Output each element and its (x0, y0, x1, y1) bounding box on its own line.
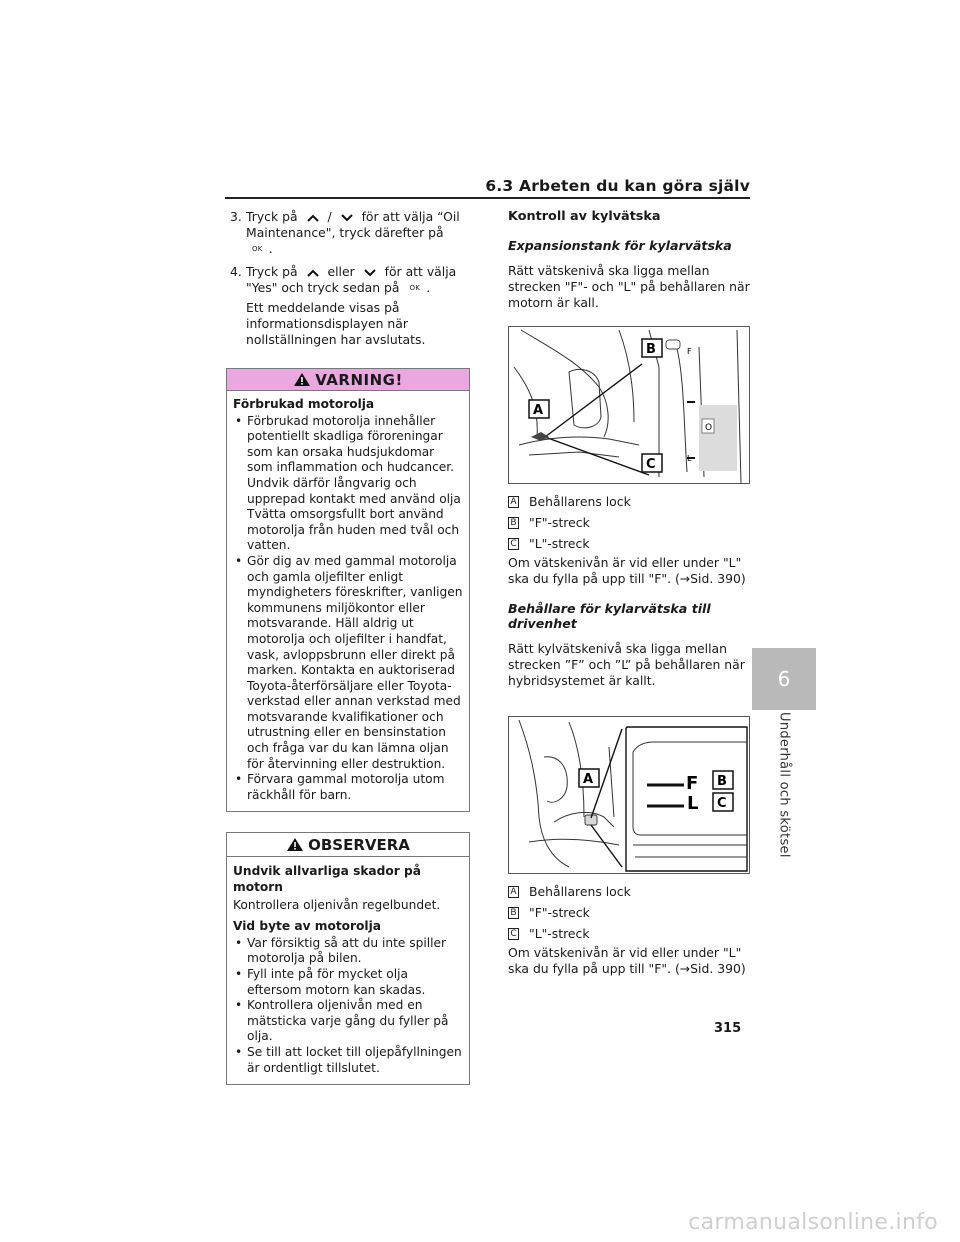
chevron-down-icon (364, 268, 376, 278)
warning-subheading: Förbrukad motorolja (233, 397, 375, 411)
page-number: 315 (714, 1021, 742, 1036)
step-number: 4. (230, 264, 242, 279)
chevron-up-icon (307, 213, 319, 223)
expansion-note: Om vätskenivån är vid eller under "L" ska du fylla på upp till "F". (→Sid. 390) (508, 555, 746, 586)
legend-item: A Behållarens lock (508, 884, 750, 900)
step-note: Ett meddelande visas på informationsdisplayen när nollställningen har avslutats. (246, 300, 426, 347)
figure-callout-a: A (583, 772, 594, 787)
left-column (226, 209, 470, 1085)
figure-label-o: O (705, 423, 713, 433)
warning-list (233, 414, 463, 804)
expansion-legend (508, 494, 750, 587)
drive-subtitle: Behållare för kylarvätska till drivenhet (508, 601, 711, 631)
legend-item: B "F"-streck (508, 515, 750, 531)
notice-heading: OBSERVERA (227, 833, 469, 857)
figure-callout-b: B (717, 774, 727, 789)
list-item: • Se till att locket till oljepåfyllningen är ordentligt tillslutet. (233, 1045, 463, 1076)
figure-callout-a: A (533, 403, 544, 418)
ok-button-icon: OK (252, 245, 263, 253)
warning-heading: VARNING! (227, 369, 469, 391)
chevron-down-icon (341, 213, 353, 223)
figure-callout-c: C (646, 457, 656, 472)
legend-item: C "L"-streck (508, 536, 750, 552)
figure-label-f: F (687, 347, 692, 356)
right-column (508, 209, 750, 977)
section-title: 6.3 Arbeten du kan göra själv (485, 177, 750, 195)
figure-label-f: F (686, 773, 699, 794)
drive-legend (508, 884, 750, 977)
figure-callout-b: B (646, 342, 656, 357)
expansion-text: Rätt vätskenivå ska ligga mellan strecken "F"- och "L" på behållaren när motorn är kall. (508, 263, 750, 310)
expansion-tank-figure (508, 326, 750, 484)
figure-label-l: L (687, 793, 699, 814)
step-3: 3. Tryck på / för att välja “Oil Maintenance", tryck därefter på OK . (226, 209, 470, 258)
drive-reservoir-figure (508, 716, 750, 874)
notice-box (226, 832, 470, 1085)
expansion-tank-illustration (509, 327, 749, 483)
legend-item: B "F"-streck (508, 905, 750, 921)
list-item: • Fyll inte på för mycket olja eftersom motorn kan skadas. (233, 967, 463, 998)
legend-item: C "L"-streck (508, 926, 750, 942)
step-number: 3. (230, 209, 242, 224)
list-item: • Kontrollera oljenivån med en mätsticka varje gång du fyller på olja. (233, 998, 463, 1045)
drive-note: Om vätskenivån är vid eller under "L" ska du fylla på upp till "F". (→Sid. 390) (508, 945, 746, 976)
figure-label-l: L (687, 454, 692, 463)
expansion-subtitle: Expansionstank för kylarvätska (508, 238, 732, 253)
list-item: • Gör dig av med gammal motorolja och gamla oljefilter enligt myndigheters föreskrifter, vanligen kommunens miljökontor eller motsvarande. Häll aldrig ut motorolja och oljefilter i handfat, vask, avloppsbrunn eller direkt på marken. Kontakta en auktoriserad Toyota-återförsäljare eller Toyota-verkstad eller annan verkstad med motsvarande kvalifikationer och utrustning eller en bensinstation och fråga var du kan lämna oljan för återvinning eller destruktion. (233, 554, 463, 772)
warning-box (226, 368, 470, 812)
warning-triangle-icon (293, 372, 311, 387)
notice-text: Kontrollera oljenivån regelbundet. (233, 897, 441, 912)
list-item: • Förvara gammal motorolja utom räckhåll för barn. (233, 772, 463, 803)
chapter-tab[interactable] (752, 648, 816, 710)
notice-list (233, 936, 463, 1076)
figure-callout-c: C (717, 796, 727, 811)
watermark: carmanualsonline.info (688, 1210, 938, 1235)
chapter-number: 6 (777, 667, 791, 691)
chevron-up-icon (307, 268, 319, 278)
step-4: 4. Tryck på eller för att välja "Yes" och tryck sedan på OK . Ett meddelande visas på informationsdisplayen när nollställningen har avslutats. (226, 264, 470, 349)
chapter-label: Underhåll och skötsel (776, 712, 792, 858)
drive-text: Rätt kylvätskenivå ska ligga mellan strecken ”F” och ”L” på behållaren när hybridsystemet är kallt. (508, 641, 745, 688)
list-item: • Förbrukad motorolja innehåller potentiellt skadliga föroreningar som kan orsaka hudsjukdomar som inflammation och hudcancer. Undvik därför långvarig och upprepad kontakt med använd olja Tvätta omsorgsfullt bort använd motorolja från huden med tvål och vatten. (233, 414, 463, 554)
drive-reservoir-illustration (509, 717, 749, 873)
coolant-title: Kontroll av kylvätska (508, 209, 661, 224)
ok-button-icon: OK (409, 284, 421, 292)
header-rule (225, 197, 750, 199)
notice-subheading-2: Vid byte av motorolja (233, 919, 382, 934)
list-item: • Var försiktig så att du inte spiller motorolja på bilen. (233, 936, 463, 967)
warning-triangle-icon (286, 837, 304, 852)
notice-subheading: Undvik allvarliga skador på motorn (233, 864, 421, 895)
legend-item: A Behållarens lock (508, 494, 750, 510)
